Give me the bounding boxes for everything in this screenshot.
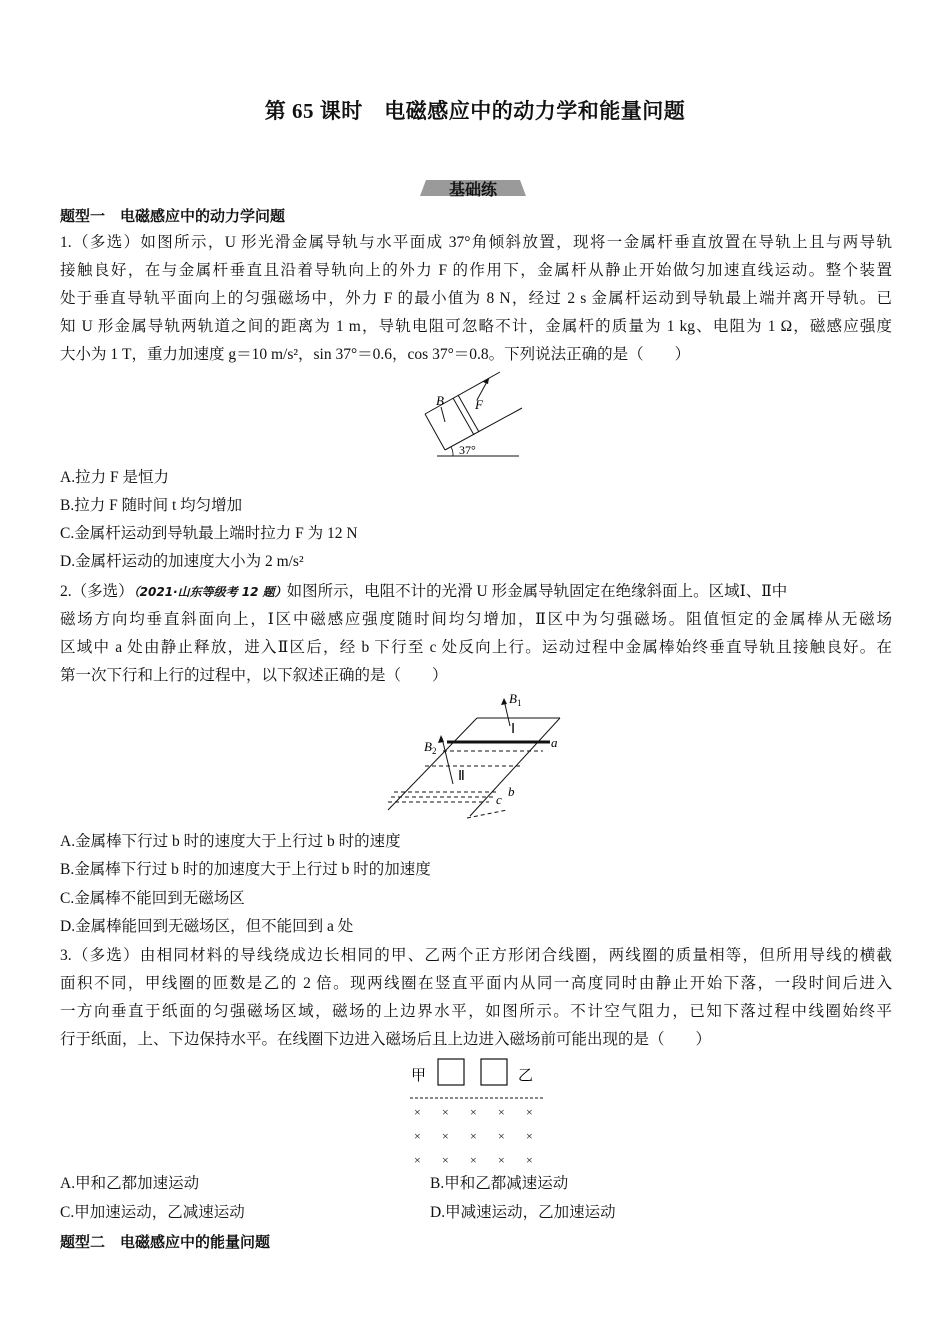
field-cross: ×: [526, 1153, 533, 1167]
q2-label-B2: [424, 739, 436, 756]
q3-label-yi: 乙: [518, 1068, 534, 1084]
q2-option-d: D.金属棒能回到无磁场区，但不能回到 a 处: [60, 918, 354, 935]
field-cross: ×: [442, 1105, 449, 1119]
q1-option-b: B.拉力 F 随时间 t 均匀增加: [60, 497, 243, 514]
section-badge: [420, 176, 526, 200]
q2-line: 区域中 a 处由静止释放，进入Ⅱ区后，经 b 下行至 c 处反向上行。运动过程中金属棒始终垂直导轨且接触良好。在: [60, 639, 892, 656]
page-title: 第 65 课时 电磁感应中的动力学和能量问题: [264, 99, 686, 123]
q3-option-d: D.甲减速运动，乙加速运动: [430, 1204, 616, 1221]
field-cross: ×: [498, 1105, 505, 1119]
q2-figure-incline-regions: [385, 688, 570, 824]
q2-region-2: Ⅱ: [458, 769, 465, 784]
q2-prefix: 2.（多选）: [60, 583, 134, 600]
q2-line-first: [60, 582, 892, 602]
q2-b2-subscript: 2: [431, 746, 437, 756]
q2-label-b: b: [508, 784, 515, 799]
section-heading-type1: 题型一 电磁感应中的动力学问题: [60, 207, 286, 225]
field-cross: ×: [414, 1105, 421, 1119]
field-cross: ×: [442, 1129, 449, 1143]
q3-label-jia: 甲: [411, 1068, 427, 1084]
q2-option-a: A.金属棒下行过 b 时的速度大于上行过 b 时的速度: [60, 833, 401, 850]
q3-option-b: B.甲和乙都减速运动: [430, 1175, 569, 1192]
field-cross: ×: [442, 1153, 449, 1167]
q1-option-c: C.金属杆运动到导轨最上端时拉力 F 为 12 N: [60, 525, 358, 542]
field-cross: ×: [498, 1153, 505, 1167]
q2-label-a: a: [551, 735, 558, 750]
q3-option-a: A.甲和乙都加速运动: [60, 1175, 200, 1192]
section-heading-type2: 题型二 电磁感应中的能量问题: [60, 1233, 271, 1251]
q3-option-c: C.甲加速运动，乙减速运动: [60, 1204, 245, 1221]
q1-line: 1.（多选）如图所示，U 形光滑金属导轨与水平面成 37°角倾斜放置，现将一金属杆垂直放置在导轨上且与两导轨: [60, 234, 892, 251]
q1-line: 知 U 形金属导轨两轨道之间的距离为 1 m，导轨电阻可忽略不计，金属杆的质量为 1 kg、电阻为 1 Ω，磁感应强度: [60, 318, 892, 335]
q2-region-1: Ⅰ: [511, 722, 516, 737]
q1-option-d: D.金属杆运动的加速度大小为 2 m/s²: [60, 553, 304, 570]
q2-b2-letter: B: [424, 739, 432, 754]
q2-option-b: B.金属棒下行过 b 时的加速度大于上行过 b 时的加速度: [60, 861, 431, 878]
q3-field-crosses: [414, 1105, 533, 1167]
q2-b1-subscript: 1: [516, 698, 522, 708]
q2-line1-rest: 如图所示，电阻不计的光滑 U 形金属导轨固定在绝缘斜面上。区域Ⅰ、Ⅱ中: [286, 583, 788, 600]
q1-label-F: F: [475, 397, 483, 412]
q2-line: 第一次下行和上行的过程中，以下叙述正确的是（ ）: [60, 667, 448, 684]
q1-line: 接触良好，在与金属杆垂直且沿着导轨向上的外力 F 的作用下，金属杆从静止开始做匀加速直线运动。整个装置: [60, 262, 892, 279]
field-cross: ×: [470, 1105, 477, 1119]
q1-option-a: A.拉力 F 是恒力: [60, 469, 169, 486]
field-cross: ×: [498, 1129, 505, 1143]
field-cross: ×: [526, 1129, 533, 1143]
q1-line: 大小为 1 T，重力加速度 g＝10 m/s²，sin 37°＝0.6，cos 37°＝0.8。下列说法正确的是（ ）: [60, 346, 691, 363]
q3-figure-coils-field: [405, 1054, 555, 1169]
q3-coil-yi: [481, 1059, 507, 1085]
q2-line: 磁场方向均垂直斜面向上，Ⅰ区中磁感应强度随时间均匀增加，Ⅱ区中为匀强磁场。阻值恒定的金属棒从无磁场: [60, 611, 892, 628]
q2-option-c: C.金属棒不能回到无磁场区: [60, 890, 245, 907]
field-cross: ×: [470, 1153, 477, 1167]
q2-label-B1: [509, 691, 521, 708]
q3-line: 3.（多选）由相同材料的导线绕成边长相同的甲、乙两个正方形闭合线圈，两线圈的质量相等，但所用导线的横截: [60, 947, 892, 964]
q1-label-B: B: [436, 393, 444, 408]
q2-b1-letter: B: [509, 691, 517, 706]
q1-line: 处于垂直导轨平面向上的匀强磁场中，外力 F 的最小值为 8 N，经过 2 s 金属杆运动到导轨最上端并离开导轨。已: [60, 290, 892, 307]
q1-label-angle: 37°: [459, 443, 476, 457]
field-cross: ×: [414, 1129, 421, 1143]
field-cross: ×: [526, 1105, 533, 1119]
q2-label-c: c: [496, 792, 502, 807]
q1-figure-incline-rail: [415, 368, 535, 460]
q2-source: （2021·山东等级考 12 题）: [133, 585, 287, 599]
section-badge-label: 基础练: [448, 180, 497, 199]
field-cross: ×: [470, 1129, 477, 1143]
q3-line: 面积不同，甲线圈的匝数是乙的 2 倍。现两线圈在竖直平面内从同一高度同时由静止开始下落，一段时间后进入: [60, 975, 892, 992]
q3-coil-jia: [438, 1059, 464, 1085]
field-cross: ×: [414, 1153, 421, 1167]
q3-line: 行于纸面，上、下边保持水平。在线圈下边进入磁场后且上边进入磁场前可能出现的是（ ）: [60, 1031, 712, 1048]
q3-line: 一方向垂直于纸面的匀强磁场区域，磁场的上边界水平，如图所示。不计空气阻力，已知下落过程中线圈始终平: [60, 1003, 892, 1020]
